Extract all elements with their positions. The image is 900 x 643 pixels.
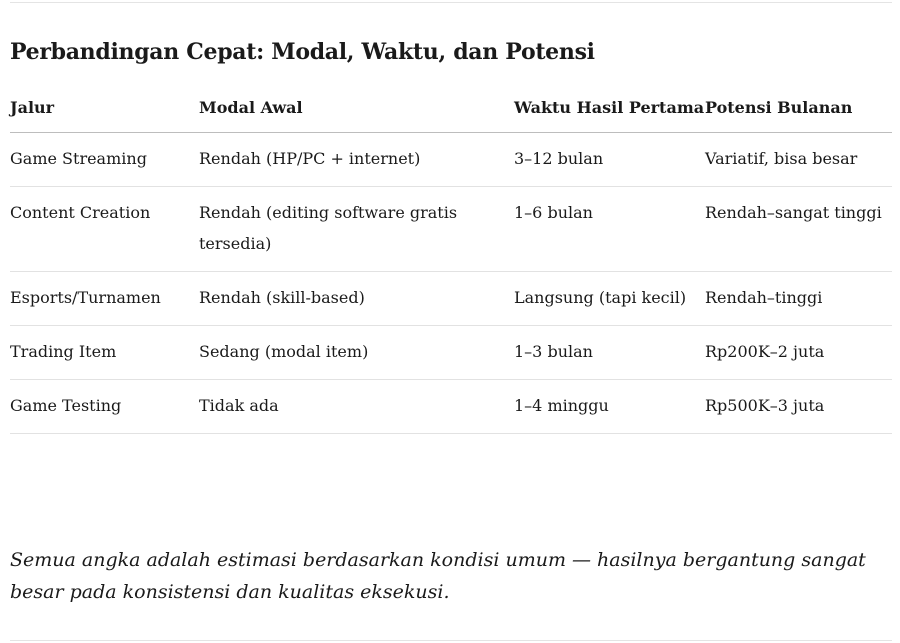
table-row [10, 326, 892, 380]
table-header-row [10, 85, 892, 133]
cell-potensi-bulanan: Rp200K–2 juta [705, 326, 892, 380]
header-potensi-bulanan: Potensi Bulanan [705, 85, 892, 133]
cell-jalur: Game Testing [10, 380, 199, 434]
cell-jalur: Esports/Turnamen [10, 272, 199, 326]
comparison-table [10, 85, 892, 434]
section-title: Perbandingan Cepat: Modal, Waktu, dan Potensi [10, 39, 595, 65]
cell-modal-awal: Tidak ada [199, 380, 514, 434]
cell-jalur: Content Creation [10, 187, 199, 272]
cell-modal-awal: Rendah (skill-based) [199, 272, 514, 326]
bottom-divider [10, 640, 892, 641]
footnote: Semua angka adalah estimasi berdasarkan kondisi umum — hasilnya bergantung sangat besar pada konsistensi dan kualitas eksekusi. [10, 549, 866, 603]
cell-modal-awal: Rendah (editing software gratis tersedia) [199, 187, 514, 272]
cell-jalur: Game Streaming [10, 133, 199, 187]
table-row [10, 380, 892, 434]
cell-potensi-bulanan: Rp500K–3 juta [705, 380, 892, 434]
cell-potensi-bulanan: Rendah–sangat tinggi [705, 187, 892, 272]
cell-waktu-hasil: 1–3 bulan [514, 326, 705, 380]
cell-potensi-bulanan: Variatif, bisa besar [705, 133, 892, 187]
cell-waktu-hasil: Langsung (tapi kecil) [514, 272, 705, 326]
table-row [10, 272, 892, 326]
cell-jalur: Trading Item [10, 326, 199, 380]
header-jalur: Jalur [10, 85, 199, 133]
table-row [10, 133, 892, 187]
cell-waktu-hasil: 1–6 bulan [514, 187, 705, 272]
top-divider [10, 2, 892, 3]
cell-waktu-hasil: 1–4 minggu [514, 380, 705, 434]
cell-waktu-hasil: 3–12 bulan [514, 133, 705, 187]
header-waktu-hasil: Waktu Hasil Pertama [514, 85, 705, 133]
cell-modal-awal: Sedang (modal item) [199, 326, 514, 380]
header-modal-awal: Modal Awal [199, 85, 514, 133]
cell-potensi-bulanan: Rendah–tinggi [705, 272, 892, 326]
table-row [10, 187, 892, 272]
cell-modal-awal: Rendah (HP/PC + internet) [199, 133, 514, 187]
